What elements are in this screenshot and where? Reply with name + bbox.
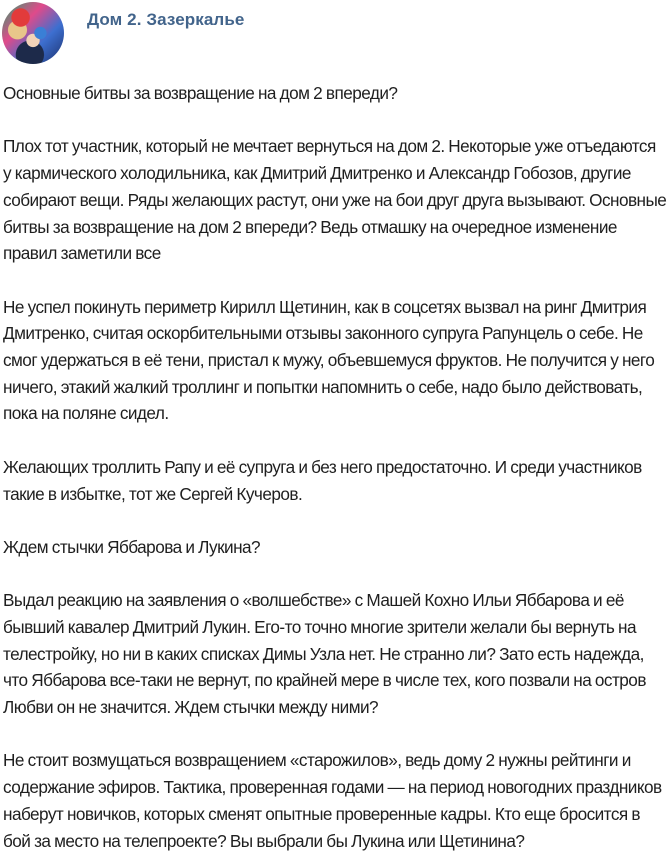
post-paragraph: Желающих троллить Рапу и её супруга и без него предостаточно. И среди участников такие в избытке, тот же Сергей Кучеров.	[3, 456, 642, 504]
channel-avatar[interactable]	[2, 2, 64, 64]
post-title: Основные битвы за возвращение на дом 2 впереди?	[3, 83, 398, 103]
post-body	[3, 80, 667, 854]
post-paragraph: Не стоит возмущаться возвращением «старожилов», ведь дому 2 нужны рейтинги и содержание эфиров. Тактика, проверенная годами — на период новогодних праздников наберут новичков, которых сменят опытные проверенные кадры. Кто еще бросится в бой за место на телепроекте? Вы выбрали бы Лукина или Щетинина?	[3, 750, 662, 851]
post-subheading: Ждем стычки Яббарова и Лукина?	[3, 536, 261, 557]
post-paragraph: Выдал реакцию на заявления о «волшебстве» с Машей Кохно Ильи Яббарова и её бывший кавалер Дмитрий Лукин. Его-то точно многие зрители желали бы вернуть на телестройку, но ни в каких списках Димы Узла нет. Не странно ли? Зато есть надежда, что Яббарова все-таки не вернут, по крайней мере в числе тех, кого позвали на остров Любви он не значится. Ждем стычки между ними?	[3, 590, 646, 718]
channel-name-link[interactable]: Дом 2. Зазеркалье	[87, 10, 245, 29]
post-header	[0, 0, 670, 70]
post-paragraph: Не успел покинуть периметр Кирилл Щетинин, как в соцсетях вызвал на ринг Дмитрия Дмитренко, считая оскорбительными отзывы законного супруга Рапунцель о себе. Не смог удержаться в её тени, пристал к мужу, объевшемуся фруктов. Не получится у него ничего, этакий жалкий троллинг и попытки напомнить о себе, надо было действовать, пока на поляне сидел.	[3, 296, 655, 424]
post-paragraph: Плох тот участник, который не мечтает вернуться на дом 2. Некоторые уже отъедаются у кармического холодильника, как Дмитрий Дмитренко и Александр Гобозов, другие собирают вещи. Ряды желающих растут, они уже на бои друг друга вызывают. Основные битвы за возвращение на дом 2 впереди? Ведь отмашку на очередное изменение правил заметили все	[3, 136, 667, 264]
